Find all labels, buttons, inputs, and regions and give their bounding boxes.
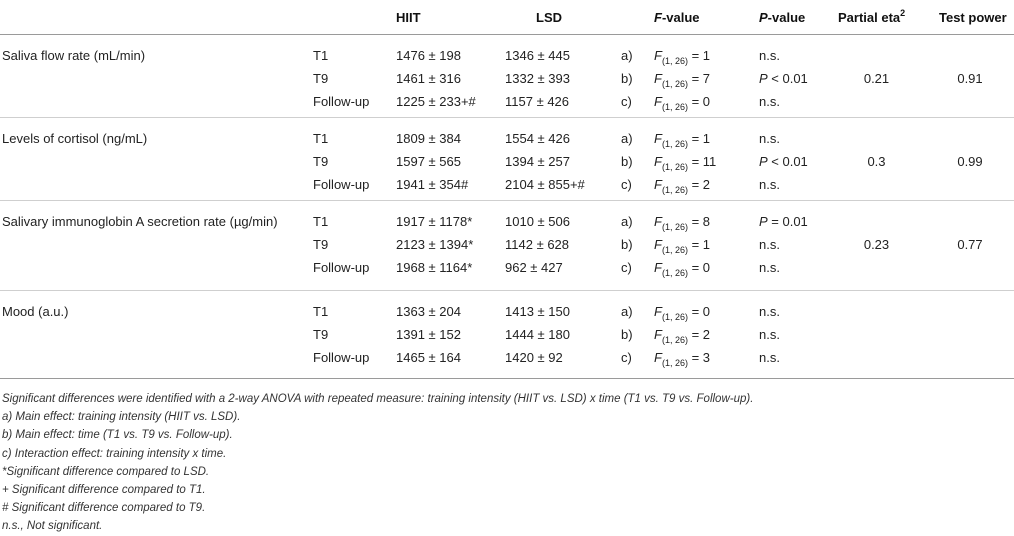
header-partial-eta [838, 10, 905, 27]
cell-lsd: 1346 ± 445 [505, 48, 570, 63]
cell-hiit: 1465 ± 164 [396, 350, 461, 365]
header-f-rest: -value [661, 10, 700, 25]
group-divider [0, 290, 1014, 291]
f-equals: = [687, 304, 703, 319]
cell-f-value [654, 131, 710, 148]
footnote-line: + Significant difference compared to T1. [2, 484, 206, 497]
header-p-italic: P [759, 10, 768, 25]
cell-lsd: 1157 ± 426 [505, 94, 570, 109]
cell-partial-eta: 0.3 [867, 154, 886, 169]
header-f-italic: F [654, 10, 662, 25]
footnote-line: c) Interaction effect: training intensity x time. [2, 447, 227, 460]
f-symbol: F [654, 94, 662, 109]
cell-effect: b) [621, 237, 633, 252]
f-subscript: (1, 26) [661, 102, 688, 112]
cell-lsd: 1554 ± 426 [505, 131, 570, 146]
cell-hiit: 1363 ± 204 [396, 304, 461, 319]
f-subscript: (1, 26) [661, 56, 688, 66]
row-measure-label: Saliva flow rate (mL/min) [2, 48, 146, 63]
row-time-point: Follow-up [313, 350, 370, 365]
footnote-line: *Significant difference compared to LSD. [2, 465, 210, 478]
row-time-point: T1 [313, 214, 329, 229]
cell-lsd: 1010 ± 506 [505, 214, 570, 229]
group-divider [0, 117, 1014, 118]
f-number: 2 [702, 177, 711, 192]
bottom-rule [0, 378, 1014, 379]
f-number: 0 [702, 260, 711, 275]
header-hiit: HIIT [396, 10, 421, 25]
cell-test-power: 0.99 [957, 154, 983, 169]
cell-hiit: 1809 ± 384 [396, 131, 461, 146]
cell-hiit: 1461 ± 316 [396, 71, 461, 86]
cell-hiit: 1476 ± 198 [396, 48, 461, 63]
f-number: 3 [702, 350, 711, 365]
cell-test-power: 0.91 [957, 71, 983, 86]
f-equals: = [687, 350, 703, 365]
cell-hiit: 1391 ± 152 [396, 327, 461, 342]
cell-f-value [654, 48, 710, 65]
group-divider [0, 200, 1014, 201]
cell-f-value [654, 260, 710, 277]
f-number: 0 [702, 94, 711, 109]
f-symbol: F [654, 177, 662, 192]
cell-p-value: n.s. [759, 350, 780, 365]
f-symbol: F [654, 48, 662, 63]
p-symbol: P [759, 214, 768, 229]
p-symbol: P [759, 154, 768, 169]
cell-f-value [654, 177, 710, 194]
f-subscript: (1, 26) [661, 358, 688, 368]
header-f-value [654, 10, 700, 26]
cell-f-value [654, 214, 710, 231]
p-rest: < 0.01 [767, 154, 808, 169]
cell-test-power: 0.77 [957, 237, 983, 252]
footnote-line: a) Main effect: training intensity (HIIT vs. LSD). [2, 411, 241, 424]
row-time-point: Follow-up [313, 177, 370, 192]
cell-p-value [759, 71, 808, 87]
cell-p-value: n.s. [759, 177, 780, 192]
footnotes [2, 390, 1007, 536]
cell-lsd: 1142 ± 628 [505, 237, 570, 252]
f-symbol: F [654, 71, 662, 86]
cell-p-value: n.s. [759, 260, 780, 275]
row-time-point: T1 [313, 48, 329, 63]
f-subscript: (1, 26) [661, 139, 688, 149]
cell-p-value: n.s. [759, 131, 780, 146]
footnote-line: Significant differences were identified with a 2-way ANOVA with repeated measure: training intensity (HIIT vs. LSD) x time (T1 vs. T9 vs. Follow-up). [2, 393, 754, 405]
cell-effect: b) [621, 71, 633, 86]
f-symbol: F [654, 154, 662, 169]
header-p-rest: -value [767, 10, 806, 25]
f-subscript: (1, 26) [661, 162, 688, 172]
f-number: 0 [702, 304, 711, 319]
header-test-power: Test power [939, 10, 1007, 25]
row-time-point: Follow-up [313, 260, 370, 275]
f-equals: = [687, 154, 703, 169]
f-symbol: F [654, 214, 662, 229]
header-rule [0, 34, 1014, 35]
p-rest: < 0.01 [767, 71, 808, 86]
cell-effect: b) [621, 154, 633, 169]
p-rest: = 0.01 [767, 214, 808, 229]
f-number: 2 [702, 327, 711, 342]
cell-effect: a) [621, 48, 633, 63]
footnote-line: n.s., Not significant. [2, 520, 103, 533]
cell-hiit: 1225 ± 233+# [396, 94, 476, 109]
row-time-point: Follow-up [313, 94, 370, 109]
header-p-value [759, 10, 805, 26]
f-number: 7 [702, 71, 711, 86]
f-equals: = [687, 177, 703, 192]
f-subscript: (1, 26) [661, 245, 688, 255]
row-time-point: T9 [313, 327, 329, 342]
f-number: 8 [702, 214, 711, 229]
row-measure-label: Levels of cortisol (ng/mL) [2, 131, 148, 146]
cell-f-value [654, 237, 710, 254]
f-symbol: F [654, 350, 662, 365]
cell-effect: a) [621, 131, 633, 146]
f-symbol: F [654, 237, 662, 252]
cell-p-value: n.s. [759, 237, 780, 252]
f-number: 1 [702, 48, 711, 63]
p-symbol: P [759, 71, 768, 86]
cell-effect: c) [621, 177, 632, 192]
row-time-point: T9 [313, 71, 329, 86]
row-measure-label: Mood (a.u.) [2, 304, 69, 319]
cell-hiit: 1917 ± 1178* [396, 214, 473, 229]
cell-lsd: 1420 ± 92 [505, 350, 563, 365]
cell-hiit: 1968 ± 1164* [396, 260, 473, 275]
cell-p-value: n.s. [759, 48, 780, 63]
f-subscript: (1, 26) [661, 185, 688, 195]
row-time-point: T1 [313, 304, 329, 319]
f-equals: = [687, 131, 703, 146]
cell-p-value: n.s. [759, 304, 780, 319]
cell-f-value [654, 94, 710, 111]
cell-f-value [654, 304, 710, 321]
f-equals: = [687, 260, 703, 275]
cell-lsd: 1394 ± 257 [505, 154, 570, 169]
f-symbol: F [654, 327, 662, 342]
row-time-point: T9 [313, 154, 329, 169]
cell-effect: c) [621, 350, 632, 365]
cell-lsd: 2104 ± 855+# [505, 177, 585, 192]
cell-f-value [654, 327, 710, 344]
cell-hiit: 2123 ± 1394* [396, 237, 474, 252]
cell-hiit: 1941 ± 354# [396, 177, 469, 192]
cell-effect: a) [621, 304, 633, 319]
f-equals: = [687, 71, 703, 86]
cell-p-value [759, 154, 808, 170]
f-subscript: (1, 26) [661, 312, 688, 322]
cell-lsd: 1332 ± 393 [505, 71, 570, 86]
f-equals: = [687, 327, 703, 342]
f-number: 11 [702, 154, 717, 169]
f-number: 1 [702, 237, 711, 252]
row-time-point: T9 [313, 237, 329, 252]
cell-f-value [654, 71, 710, 88]
cell-f-value [654, 154, 716, 171]
header-lsd: LSD [536, 10, 562, 25]
f-equals: = [687, 237, 703, 252]
f-symbol: F [654, 260, 662, 275]
cell-effect: c) [621, 260, 632, 275]
header-partial-eta-text: Partial eta [838, 10, 901, 25]
cell-partial-eta: 0.21 [863, 71, 890, 86]
cell-lsd: 962 ± 427 [505, 260, 563, 275]
cell-partial-eta: 0.23 [863, 237, 890, 252]
f-subscript: (1, 26) [661, 222, 688, 232]
f-subscript: (1, 26) [661, 79, 688, 89]
f-subscript: (1, 26) [661, 335, 688, 345]
cell-effect: c) [621, 94, 632, 109]
cell-p-value: n.s. [759, 327, 780, 342]
f-equals: = [687, 94, 703, 109]
cell-hiit: 1597 ± 565 [396, 154, 461, 169]
f-number: 1 [702, 131, 711, 146]
footnote-line: # Significant difference compared to T9. [2, 502, 206, 515]
cell-effect: a) [621, 214, 633, 229]
footnote-line: b) Main effect: time (T1 vs. T9 vs. Follow-up). [2, 429, 233, 442]
cell-f-value [654, 350, 710, 367]
f-subscript: (1, 26) [661, 268, 688, 278]
row-measure-label: Salivary immunoglobin A secretion rate (µg/min) [2, 214, 278, 229]
cell-effect: b) [621, 327, 633, 342]
cell-lsd: 1413 ± 150 [505, 304, 570, 319]
f-equals: = [687, 48, 703, 63]
f-symbol: F [654, 304, 662, 319]
header-partial-eta-sup: 2 [900, 8, 906, 18]
f-equals: = [687, 214, 703, 229]
cell-lsd: 1444 ± 180 [505, 327, 570, 342]
row-time-point: T1 [313, 131, 329, 146]
cell-p-value [759, 214, 808, 230]
f-symbol: F [654, 131, 662, 146]
cell-p-value: n.s. [759, 94, 780, 109]
